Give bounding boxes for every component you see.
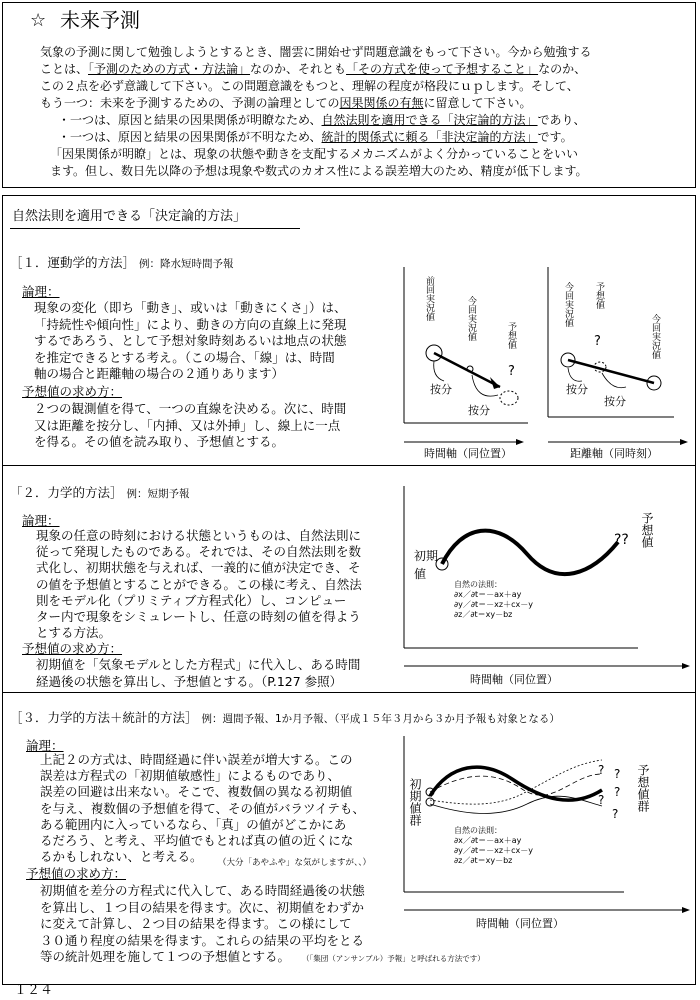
intro-text: なのか、それとも (250, 62, 347, 76)
s3-method-last: 等の統計処理を施して１つの予想値とする。 (40, 949, 291, 964)
s2-logic-label: 論理： (22, 513, 60, 528)
s3-q-4: ? (598, 793, 605, 807)
intro-emphasis: 因果関係の有無 (339, 96, 424, 110)
divider (2, 692, 696, 693)
text-line: 現象の変化（即ち「動き」、或いは「動きにくさ」）は、 (34, 300, 347, 315)
intro-text: に留意して下さい。 (423, 96, 532, 110)
predicted-point (500, 391, 518, 405)
s3-q-1: ? (598, 763, 605, 777)
s3-graph (402, 734, 694, 930)
text-line: 現象の任意の時刻における状態というものは、自然法則に (36, 528, 362, 543)
page-number: １２４ (14, 983, 54, 998)
intro-text: です。 (537, 130, 573, 144)
s1-g2-anbun-1: 按分 (566, 383, 588, 396)
intro-line (40, 44, 592, 60)
divider (2, 465, 696, 466)
s3-method-note: （「集団（アンサンブル）予報」と呼ばれる方法です） (302, 954, 485, 963)
intro-text: なのか、 (538, 62, 587, 76)
s1-g2-label-predicted: 予想値 (594, 282, 604, 309)
s1-logic-label: 論理： (22, 284, 60, 299)
ensemble-member-4 (430, 796, 602, 813)
s1-g1-label-predicted: 予想値 (506, 322, 516, 349)
s3-method-label: 予想値の求め方： (26, 866, 127, 881)
s2-eq-title: 自然の法則： (454, 580, 502, 589)
s3-q-2: ? (614, 767, 621, 781)
model-trajectory (442, 531, 618, 575)
text-line: の値を予想値とすることができる。この様に考え、自然法 (36, 576, 362, 592)
s1-g1-anbun-1: 按分 (430, 383, 452, 396)
text-line: するであろう、として予想対象時刻あるいは地点の状態 (34, 333, 347, 348)
s1-heading-text: ［１．運動学的方法］ (10, 255, 136, 270)
section-title: 自然法則を適用できる「決定論的方法」 (12, 209, 247, 224)
s3-initial-label: 初期値群 (408, 778, 422, 826)
text-line: 式化し、初期状態を与えれば、一義的に値が決定でき、そ (36, 560, 361, 576)
text-line: に変えて計算し、２つ目の結果を得ます。この様にして (40, 916, 352, 931)
s2-method-label: 予想値の求め方： (22, 641, 123, 656)
intro-line (50, 163, 587, 179)
s2-eq-1: ∂x／∂t＝－ax＋ay (454, 590, 522, 599)
s3-logic-label: 論理： (26, 738, 64, 753)
s3-eq-title: 自然の法則： (454, 826, 502, 835)
s3-predict-label: 予想値群 (636, 764, 650, 812)
intro-text: ・一つは、原因と結果の因果関係が不明なため、 (58, 130, 322, 144)
s1-g1-label-current: 今回実況値 (466, 296, 476, 341)
intro-emphasis: 自然法則を適用できる「決定論的方法」 (321, 113, 538, 127)
text-line: 誤差は方程式の「初期値敏感性」によるものであり、 (40, 768, 341, 784)
s2-heading (10, 485, 190, 502)
intro-text: もう一つ：未来を予測するための、予測の論理としての (40, 96, 340, 110)
intro-text: ことは、 (40, 62, 89, 76)
text-line: るかもしれない、と考える。 (40, 849, 203, 865)
text-line: 初期値を「気象モデルとした方程式」に代入し、ある時間 (36, 657, 361, 672)
s2-heading-text: 「２．力学的方法］ (10, 485, 123, 500)
intro-text: ます。但し、数日先以降の予想は現象や数式のカオス性による誤差増大のため、精度が低下します。 (50, 164, 588, 178)
intro-line (40, 61, 586, 77)
s3-eq-1: ∂x／∂t＝－ax＋ay (454, 836, 522, 845)
intro-text: 「因果関係が明瞭」とは、現象の状態や動きを支配するメカニズムがよく分かっていることをいい (50, 147, 579, 161)
text-line: を与え、複数個の予想値を得て、その値がバラツイテも、 (40, 800, 365, 816)
s3-graph-svg (402, 734, 694, 930)
text-line: 上記２の方式は、時間経過に伴い誤差が増大する。この (40, 752, 353, 767)
text-line: を推定できるとする考え。（この場合、「線」は、時間 (34, 349, 335, 365)
s1-g2-q: ? (594, 334, 601, 349)
interpolation-line (568, 360, 654, 383)
text-line: を算出し、１つ目の結果を得ます。次に、初期値をわずか (40, 899, 365, 915)
s2-predict-label: 予想値 (640, 512, 654, 548)
s2-eq-3: ∂z／∂t＝xy－bz (454, 610, 513, 619)
text-line: ３０通り程度の結果を得ます。これらの結果の平均をとる (40, 932, 365, 948)
intro-line (58, 112, 586, 128)
s1-g2-label-b: 今回実況値 (650, 314, 660, 359)
intro-emphasis: 「その方式を使って予想すること」 (346, 62, 539, 76)
text-line: 則をモデル化（プリミティブ方程式化）し、コンピュー (36, 592, 347, 608)
text-line: るだろう、と考え、平均値でもとれば真の値の近くにな (40, 833, 354, 848)
s3-axis: 時間軸（同位置） (476, 917, 564, 930)
s3-eq-3: ∂z／∂t＝xy－bz (454, 856, 513, 865)
s3-example: 例：週間予報、1か月予報、（平成１５年３月から３か月予報も対象となる） (201, 713, 560, 725)
section-title-underline (10, 228, 300, 229)
s1-g2-label-a: 今回実況値 (563, 282, 573, 327)
s3-aside: （大分「あやふや」な気がしますが、、） (218, 858, 372, 868)
text-line: ２つの観測値を得て、一つの直線を決める。次に、時間 (34, 401, 347, 416)
s3-heading (10, 710, 560, 727)
s2-eq-2: ∂y／∂t＝－xz＋cx－y (454, 600, 533, 609)
intro-text: この２点を必ず意識して下さい。この問題意識をもつと、理解の程度が格段にｕｐします。そして、 (40, 79, 579, 93)
s1-g1-anbun-2: 按分 (468, 404, 490, 417)
intro-line (50, 146, 578, 162)
text-line: 経過後の状態を算出し、予想値とする。（P.127 参照） (36, 673, 343, 689)
intro-emphasis: 統計的関係式に頼る「非決定論的方法」 (321, 130, 538, 144)
text-line: 初期値を差分の方程式に代入して、ある時間経過後の状態 (40, 883, 365, 898)
s2-example: 例：短期予報 (126, 488, 190, 500)
text-line: ある範囲内に入っているなら、「真」の値がどこかにあ (40, 816, 347, 832)
s1-heading (10, 255, 234, 272)
intro-text: 気象の予測に関して勉強しようとするとき、闇雲に開始せず問題意識をもって下さい。今から勉強する (40, 45, 592, 59)
s1-g2-anbun-2: 按分 (604, 395, 626, 408)
intro-text: ・一つは、原因と結果の因果関係が明瞭なため、 (58, 113, 322, 127)
text-line: 「持続性や傾向性」により、動きの方向の直線上に発現 (34, 316, 347, 332)
s1-g1-q: ? (508, 364, 515, 379)
s3-heading-text: ［３．力学的方法＋統計的方法］ (10, 710, 198, 725)
ensemble-member-main (430, 767, 602, 800)
text-line: 又は距離を按分し、「内挿、又は外挿」し、線上に一点 (34, 417, 341, 433)
s3-q-3: ? (614, 785, 621, 799)
s2-axis: 時間軸（同位置） (470, 673, 558, 686)
s1-g2-axis: 距離軸（同時刻） (570, 447, 658, 460)
s2-initial-label-1: 初期 (414, 549, 439, 563)
text-line: 誤差の回避は出来ない。そこで、複数個の異なる初期値 (40, 784, 353, 800)
intro-text: であり、 (537, 113, 586, 127)
intro-line (58, 129, 573, 145)
text-line: とする方法。 (36, 625, 112, 641)
page-title: 未来予測 (60, 8, 140, 32)
star-icon: ☆ (30, 10, 47, 31)
s2-initial-label-2: 値 (414, 567, 427, 581)
s3-eq-2: ∂y／∂t＝－xz＋cx－y (454, 846, 533, 855)
s1-example: 例：降水短時間予報 (139, 258, 234, 270)
s2-qq: ?? (614, 532, 629, 548)
intro-line (40, 78, 579, 94)
text-line: 軸の場合と距離軸の場合の２通りあります） (34, 366, 285, 381)
ensemble-member-2 (430, 774, 602, 795)
s3-q-5: ? (612, 807, 619, 821)
intro-line (40, 95, 532, 111)
s1-g1-label-previous: 前回実況値 (424, 276, 434, 321)
text-line: ター内で現象をシミュレートし、任意の時刻の値を得よう (36, 609, 361, 624)
intro-emphasis: 「予測のための方式・方法論」 (88, 62, 251, 76)
s1-method-label: 予想値の求め方： (22, 384, 123, 399)
s1-g1-axis: 時間軸（同位置） (424, 447, 512, 460)
text-line: 従って発現したものである。それでは、その自然法則を数 (36, 544, 362, 560)
text-line: を得る。その値を読み取り、予想値とする。 (34, 434, 285, 449)
